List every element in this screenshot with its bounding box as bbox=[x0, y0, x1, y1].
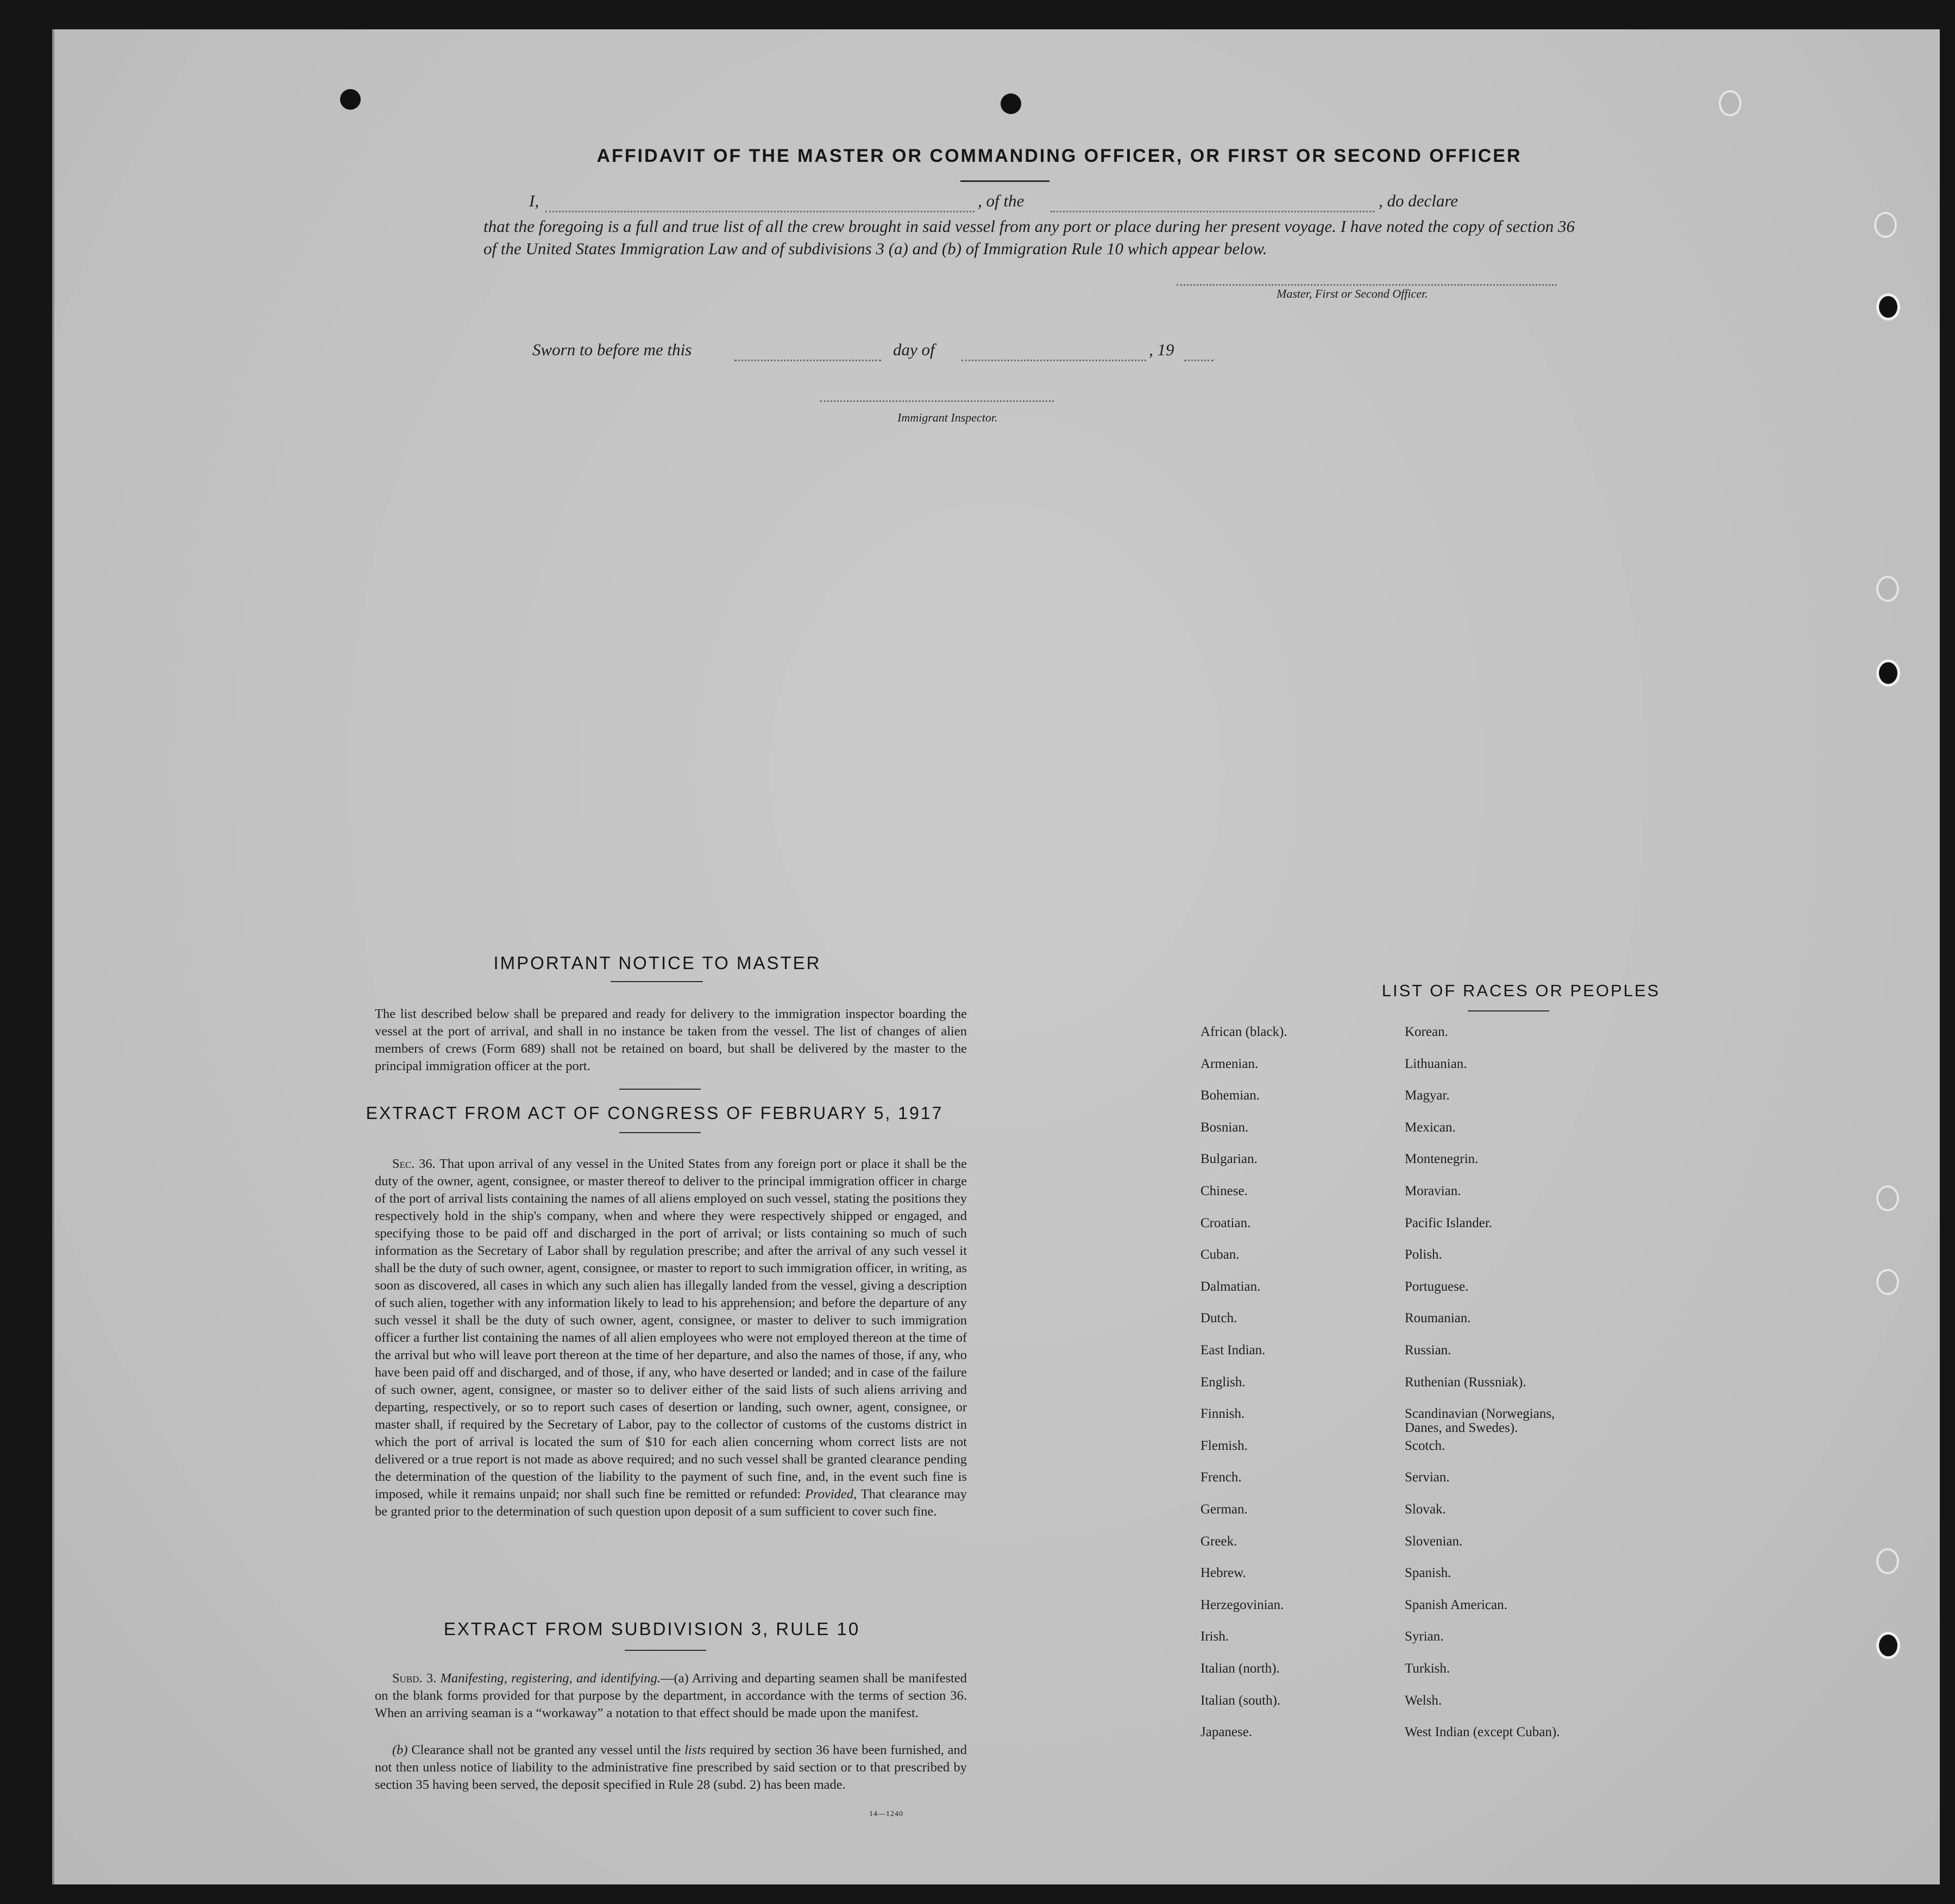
race-item: Cuban. bbox=[1200, 1247, 1240, 1262]
provided-label: Provided, bbox=[805, 1487, 857, 1501]
race-item: Turkish. bbox=[1405, 1661, 1450, 1676]
race-item: Korean. bbox=[1405, 1025, 1448, 1039]
race-item: Moravian. bbox=[1405, 1184, 1461, 1198]
sworn-year: , 19 bbox=[1149, 340, 1174, 359]
subdivision-b-text-b: required by section 36 have been furnished, and not then unless notice of liability to the administrative fine prescribed by said section or to that prescribed by section 35 having been served, the deposit specified in Rule 28 (subd. 2) has been made. bbox=[375, 1743, 967, 1792]
subdivision-b-text-a: Clearance shall not be granted any vessel until the bbox=[411, 1743, 681, 1757]
section-text-b: That clearance may be granted prior to the determination of such question upon deposit of a sum sufficient to cover such fine. bbox=[375, 1487, 967, 1519]
race-item: Dalmatian. bbox=[1200, 1279, 1261, 1294]
race-item: Ruthenian (Russniak). bbox=[1405, 1374, 1526, 1390]
extract-rule-title-rule bbox=[625, 1650, 706, 1651]
race-item: German. bbox=[1200, 1502, 1248, 1517]
race-item: Roumanian. bbox=[1405, 1311, 1471, 1326]
sworn-date-blank bbox=[734, 360, 881, 361]
race-item: West Indian (except Cuban). bbox=[1405, 1725, 1560, 1740]
subdivision-heading: Manifesting, registering, and identifying. bbox=[440, 1671, 661, 1686]
subdivision-label: Subd. 3. bbox=[392, 1671, 437, 1686]
race-item: East Indian. bbox=[1200, 1343, 1266, 1358]
race-item: Scandinavian (Norwegians, bbox=[1405, 1406, 1555, 1422]
race-item: Scotch. bbox=[1405, 1438, 1445, 1453]
extract-act-title: EXTRACT FROM ACT OF CONGRESS OF FEBRUARY 5, 1917 bbox=[366, 1103, 944, 1123]
race-item: Armenian. bbox=[1200, 1056, 1259, 1071]
race-item: Finnish. bbox=[1200, 1406, 1245, 1422]
affidavit-title: AFFIDAVIT OF THE MASTER OR COMMANDING OFFICER, OR FIRST OR SECOND OFFICER bbox=[596, 146, 1522, 166]
race-item: Magyar. bbox=[1405, 1088, 1450, 1103]
race-item: Syrian. bbox=[1405, 1629, 1444, 1644]
race-item: Danes, and Swedes). bbox=[1405, 1421, 1518, 1436]
form-number: 14—1240 bbox=[869, 1810, 903, 1818]
subdivision-a-marker: —(a) bbox=[661, 1671, 689, 1686]
race-item: Japanese. bbox=[1200, 1725, 1253, 1740]
race-item: Russian. bbox=[1405, 1343, 1451, 1358]
race-item: Pacific Islander. bbox=[1405, 1215, 1493, 1230]
extract-act-body bbox=[375, 1155, 967, 1520]
inspector-caption: Immigrant Inspector. bbox=[897, 411, 998, 424]
sworn-year-blank bbox=[1184, 360, 1214, 361]
name-blank bbox=[545, 211, 975, 212]
affidavit-body: that the foregoing is a full and true list of all the crew brought in said vessel from any port or place during her present voyage. I have noted the copy of section 36 of the United States Immigration Law and of subdivisions 3 (a) and (b) of Immigration Rule 10 which appear below. bbox=[483, 217, 1575, 258]
affidavit-of-the-label: , of the bbox=[978, 191, 1024, 210]
affidavit-i-label: I, bbox=[529, 191, 539, 210]
inspector-signature-blank bbox=[820, 400, 1054, 402]
notice-title-rule bbox=[611, 981, 703, 982]
race-item: Spanish American. bbox=[1405, 1597, 1507, 1612]
race-item: Chinese. bbox=[1200, 1184, 1248, 1198]
race-item: Croatian. bbox=[1200, 1215, 1251, 1230]
binder-hole bbox=[1876, 1548, 1899, 1574]
extract-act-title-rule bbox=[619, 1132, 701, 1133]
signature-blank bbox=[1177, 284, 1557, 286]
race-item: Greek. bbox=[1200, 1534, 1237, 1549]
race-item: Mexican. bbox=[1405, 1120, 1456, 1135]
subdivision-a-text: Arriving and departing seamen shall be manifested on the blank forms provided for that purpose by the department, in accordance with the terms of section 36. When an arriving seaman is a “workaway” a notation to that effect should be made upon the manifest. bbox=[375, 1671, 967, 1720]
sworn-prefix: Sworn to before me this bbox=[532, 340, 692, 359]
race-item: Flemish. bbox=[1200, 1438, 1248, 1453]
race-item: Servian. bbox=[1405, 1470, 1450, 1485]
notice-title: IMPORTANT NOTICE TO MASTER bbox=[493, 953, 821, 973]
races-title: LIST OF RACES OR PEOPLES bbox=[1381, 981, 1661, 1000]
race-item: French. bbox=[1200, 1470, 1242, 1485]
race-item: Slovenian. bbox=[1405, 1534, 1463, 1549]
sworn-month-blank bbox=[961, 360, 1146, 361]
form-sheet bbox=[52, 29, 1940, 1884]
race-item: African (black). bbox=[1200, 1025, 1287, 1039]
extract-rule-title: EXTRACT FROM SUBDIVISION 3, RULE 10 bbox=[443, 1619, 860, 1639]
race-item: Dutch. bbox=[1200, 1311, 1237, 1326]
binder-hole bbox=[1876, 576, 1899, 602]
race-item: Bosnian. bbox=[1200, 1120, 1249, 1135]
race-item: Spanish. bbox=[1405, 1566, 1451, 1581]
race-item: Italian (south). bbox=[1200, 1693, 1281, 1708]
race-item: Lithuanian. bbox=[1405, 1056, 1467, 1071]
notice-separator bbox=[619, 1089, 701, 1090]
vessel-blank bbox=[1051, 211, 1374, 212]
bleed-through-text bbox=[54, 29, 1940, 1884]
binder-hole bbox=[1876, 293, 1900, 321]
race-item: Welsh. bbox=[1405, 1693, 1442, 1708]
punch-hole-center bbox=[1001, 93, 1021, 114]
subdivision-b-marker: (b) bbox=[392, 1743, 408, 1757]
punch-hole-left bbox=[340, 89, 361, 110]
race-item: Bohemian. bbox=[1200, 1088, 1260, 1103]
affidavit-line-1 bbox=[529, 191, 1615, 218]
race-item: Irish. bbox=[1200, 1629, 1229, 1644]
race-item: Polish. bbox=[1405, 1247, 1442, 1262]
race-item: Herzegovinian. bbox=[1200, 1597, 1284, 1612]
binder-hole bbox=[1876, 659, 1900, 687]
race-item: Montenegrin. bbox=[1405, 1152, 1479, 1167]
affidavit-do-declare-label: , do declare bbox=[1379, 191, 1459, 210]
sworn-day-of: day of bbox=[893, 340, 935, 359]
races-title-rule bbox=[1468, 1010, 1549, 1011]
binder-hole bbox=[1876, 1269, 1899, 1295]
race-item: Slovak. bbox=[1405, 1502, 1446, 1517]
race-item: Portuguese. bbox=[1405, 1279, 1469, 1294]
binder-hole bbox=[1874, 212, 1897, 238]
race-item: English. bbox=[1200, 1374, 1246, 1390]
affidavit-title-rule bbox=[960, 180, 1049, 182]
binder-hole bbox=[1876, 1185, 1899, 1211]
binder-hole bbox=[1876, 1632, 1900, 1659]
subdivision-b-lists: lists bbox=[684, 1743, 706, 1757]
signature-caption: Master, First or Second Officer. bbox=[1277, 287, 1428, 300]
extract-rule-paragraph-b bbox=[375, 1742, 967, 1794]
section-text-a: That upon arrival of any vessel in the United States from any foreign port or place it shall be the duty of the owner, agent, consignee, or master thereof to deliver to the principal immigration officer in charge of the port of arrival lists containing the names of all aliens employed on such vessel, stating the positions they respectively hold in the ship's company, when and where they were respectively shipped or engaged, and specifying those to be paid off and discharged in the port of arrival; or lists containing so much of such information as the Secretary of Labor shall by regulation prescribe; and after the arrival of any such vessel it shall be the duty of such owner, agent, consignee, or master to report to such immigration officer, in writing, as soon as discovered, all cases in which any such alien has illegally landed from the vessel, giving a description of such alien, together with any information likely to lead to his apprehension; and before the departure of any such vessel it shall be the duty of such owner, agent, consignee, or master to deliver to such immigration officer a further list containing the names of all alien employees who were not employed thereon at the time of the arrival but who will leave port thereon at the time of her departure, and also the names of those, if any, who have been paid off and discharged, and of those, if any, who have deserted or landed; and in case of the failure of such owner, agent, consignee, or master so to deliver either of the said lists of such aliens arriving and departing, respectively, or so to report such cases of desertion or landing, such owner, agent, consignee, or master shall, if required by the Secretary of Labor, pay to the collector of customs of the customs district in which the port of arrival is located the sum of $10 for each alien concerning whom correct lists are not delivered or a true report is not made as above required; and no such vessel shall be granted clearance pending the determination of the question of the liability to the payment of such fine, and, in the event such fine is imposed, while it remains unpaid; nor shall such fine be remitted or refunded: bbox=[375, 1157, 967, 1501]
extract-rule-paragraph-a bbox=[375, 1670, 967, 1722]
sworn-line bbox=[532, 340, 1293, 367]
section-label: Sec. 36. bbox=[392, 1157, 436, 1171]
race-item: Italian (north). bbox=[1200, 1661, 1280, 1676]
race-item: Hebrew. bbox=[1200, 1566, 1246, 1581]
binder-hole-top bbox=[1719, 90, 1742, 116]
notice-body: The list described below shall be prepared and ready for delivery to the immigration inspector boarding the vessel at the port of arrival, and shall in no instance be taken from the vessel. The list of changes of alien members of crews (Form 689) shall not be retained on board, but shall be delivered by the master to the principal immigration officer at the port. bbox=[375, 1007, 967, 1073]
race-item: Bulgarian. bbox=[1200, 1152, 1258, 1167]
